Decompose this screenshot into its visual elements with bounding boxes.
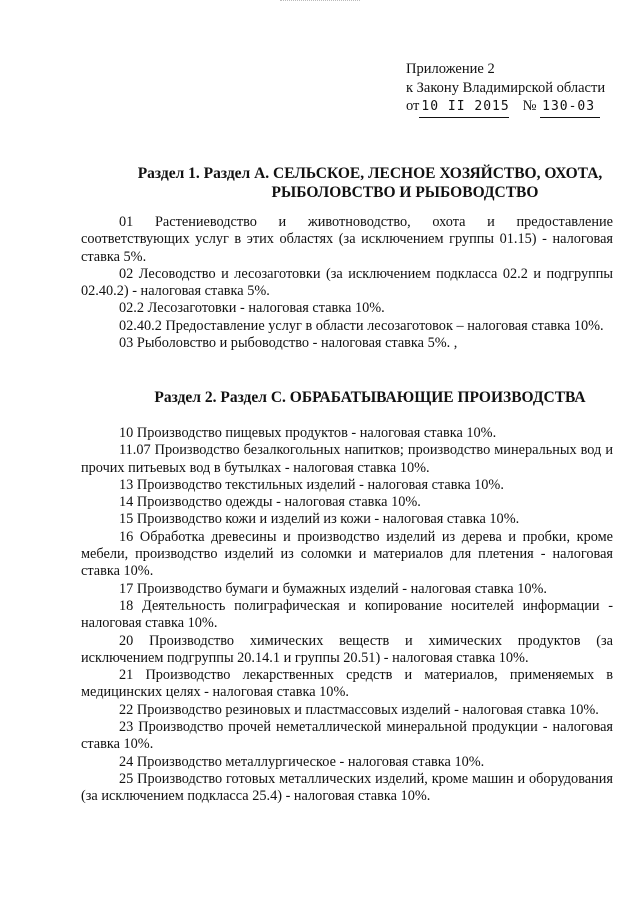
section2-item: 21 Производство лекарственных средств и материалов, применяемых в медицинских целях - налоговая ставка 10%. (81, 667, 613, 701)
section2-item: 20 Производство химических веществ и химических продуктов (за исключением подгруппы 20.14.1 и группы 20.51) - налоговая ставка 10%. (81, 632, 613, 666)
appendix-law-reference: к Закону Владимирской области (406, 79, 606, 96)
appendix-date-number (406, 97, 634, 118)
appendix-title: Приложение 2 (406, 61, 495, 77)
section2-item: 10 Производство пищевых продуктов - налоговая ставка 10%. (119, 425, 497, 441)
number-value: 130-03 (540, 98, 600, 118)
section1-heading (120, 164, 620, 202)
section2-item: 13 Производство текстильных изделий - налоговая ставка 10%. (119, 476, 504, 493)
section1-item: 01 Растениеводство и животноводство, охота и предоставление соответствующих услуг в этих областях (за исключением группы 01.15) - налоговая ставка 5%. (81, 214, 613, 265)
section2-item: 14 Производство одежды - налоговая ставка 10%. (119, 494, 421, 511)
appendix-header (406, 60, 634, 118)
section2-title: Раздел 2. Раздел С. ОБРАБАТЫВАЮЩИЕ ПРОИЗВОДСТВА (154, 389, 586, 406)
section1-title-line1: Раздел 1. Раздел А. СЕЛЬСКОЕ, ЛЕСНОЕ ХОЗЯЙСТВО, ОХОТА, (137, 165, 603, 182)
section2-item: 23 Производство прочей неметаллической минеральной продукции - налоговая ставка 10%. (81, 719, 613, 753)
section2-heading (120, 388, 620, 407)
section2-item: 18 Деятельность полиграфическая и копирование носителей информации - налоговая ставка 10%. (81, 597, 613, 632)
date-value: 10 II 2015 (419, 98, 509, 118)
date-prefix: от (406, 98, 420, 114)
section2-item: 24 Производство металлургическое - налоговая ставка 10%. (119, 753, 485, 770)
section2-item: 25 Производство готовых металлических изделий, кроме машин и оборудования (за исключением подкласса 25.4) - налоговая ставка 10%. (81, 770, 613, 805)
section2-item: 17 Производство бумаги и бумажных изделий - налоговая ставка 10%. (119, 580, 547, 597)
section1-body (81, 214, 613, 352)
section1-item: 02 Лесоводство и лесозаготовки (за исключением подкласса 02.2 и подгруппы 02.40.2) - налоговая ставка 5%. (81, 265, 613, 300)
section1-item: 03 Рыболовство и рыбоводство - налоговая ставка 5%. , (119, 335, 458, 352)
section1-item: 02.40.2 Предоставление услуг в области лесозаготовок – налоговая ставка 10%. (119, 317, 604, 334)
section2-item: 22 Производство резиновых и пластмассовых изделий - налоговая ставка 10%. (119, 701, 599, 718)
section2-body (81, 425, 613, 806)
scan-artifact (280, 0, 360, 3)
section1-item: 02.2 Лесозаготовки - налоговая ставка 10%. (119, 300, 385, 317)
section2-item: 15 Производство кожи и изделий из кожи - налоговая ставка 10%. (119, 511, 520, 528)
section2-item: 11.07 Производство безалкогольных напитков; производство минеральных вод и прочих питьевых вод в бутылках - налоговая ставка 10%. (81, 442, 613, 476)
number-prefix: № (522, 98, 537, 114)
section2-item: 16 Обработка древесины и производство изделий из дерева и пробки, кроме мебели, производство изделий из соломки и материалов для плетения - налоговая ставка 10%. (81, 528, 613, 580)
section1-title-line2: РЫБОЛОВСТВО И РЫБОВОДСТВО (271, 184, 539, 201)
